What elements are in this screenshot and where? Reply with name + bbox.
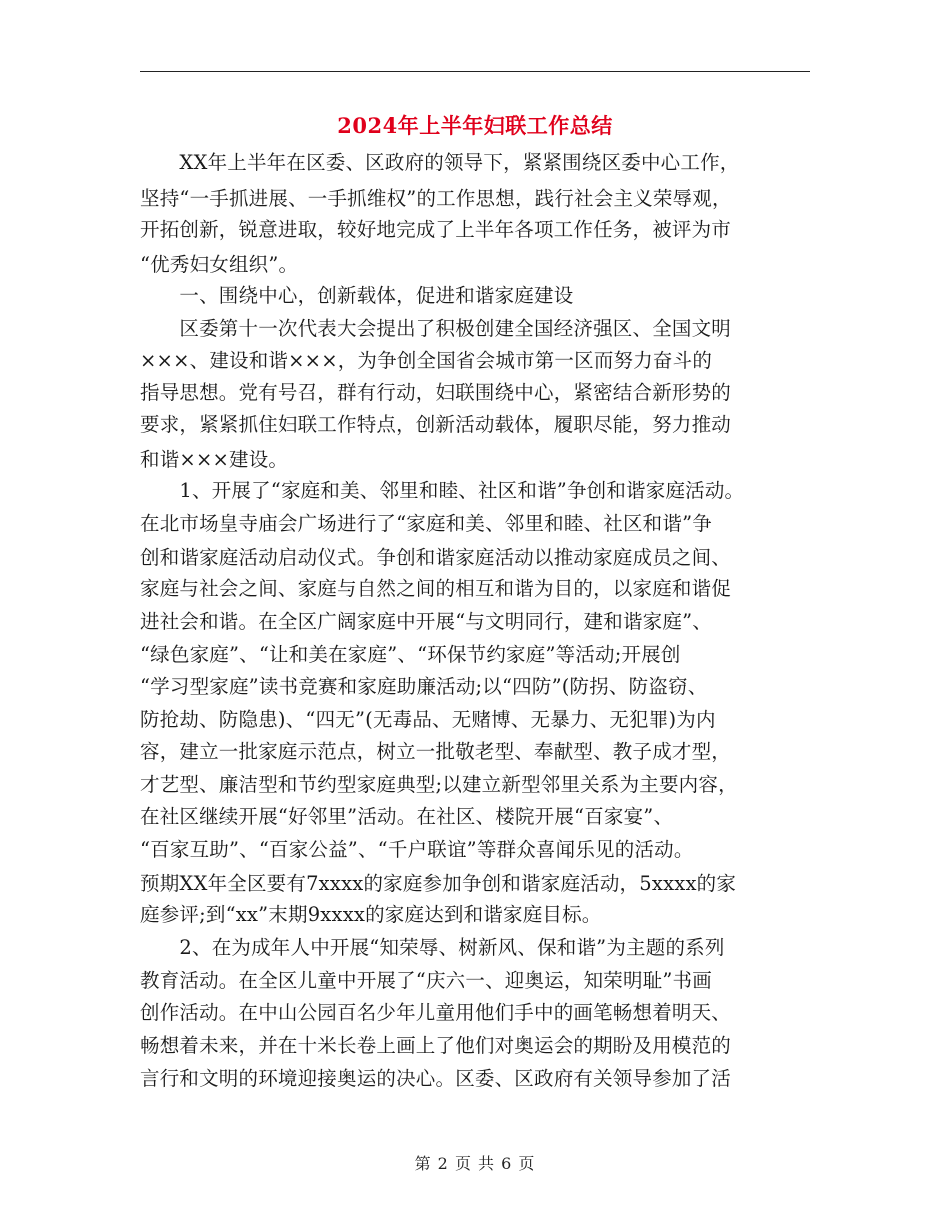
body-line: 防抢劫、防隐患)、“四无”(无毒品、无赌博、无暴力、无犯罪)为内 (140, 708, 716, 731)
body-line: “绿色家庭”、“让和美在家庭”、“环保节约家庭”等活动;开展创 (140, 643, 681, 666)
body-line: 预期XX年全区要有7xxxx的家庭参加争创和谐家庭活动，5xxxx的家 (140, 872, 737, 895)
body-line: 指导思想。党有号召，群有行动，妇联围绕中心，紧密结合新形势的 (140, 381, 732, 404)
page-number: 第 2 页 共 6 页 (414, 1154, 536, 1173)
body-line: 要求，紧紧抓住妇联工作特点，创新活动载体，履职尽能，努力推动 (140, 413, 732, 436)
body-line: XX年上半年在区委、区政府的领导下，紧紧围绕区委中心工作， (140, 151, 740, 174)
body-line: 言行和文明的环境迎接奥运的决心。区委、区政府有关领导参加了活 (140, 1067, 732, 1090)
body-line: 在北市场皇寺庙会广场进行了“家庭和美、邻里和睦、社区和谐”争 (140, 512, 712, 535)
body-line: 2、在为成年人中开展“知荣辱、树新风、保和谐”为主题的系列 (140, 936, 725, 959)
section-heading: 一、围绕中心，创新载体，促进和谐家庭建设 (140, 284, 574, 307)
body-line: 教育活动。在全区儿童中开展了“庆六一、迎奥运，知荣明耻”书画 (140, 969, 712, 992)
header-rule (140, 71, 810, 72)
body-line: 家庭与社会之间、家庭与自然之间的相互和谐为目的，以家庭和谐促 (140, 577, 732, 600)
body-line: 和谐×××建设。 (140, 448, 289, 471)
body-line: 创和谐家庭活动启动仪式。争创和谐家庭活动以推动家庭成员之间、 (140, 546, 732, 569)
body-line: 才艺型、廉洁型和节约型家庭典型;以建立新型邻里关系为主要内容， (140, 773, 738, 796)
body-line: 开拓创新，锐意进取，较好地完成了上半年各项工作任务，被评为市 (140, 218, 732, 241)
body-line: 1、开展了“家庭和美、邻里和睦、社区和谐”争创和谐家庭活动。 (140, 479, 745, 502)
body-line: 庭参评;到“xx”末期9xxxx的家庭达到和谐家庭目标。 (140, 903, 602, 926)
body-line: ×××、建设和谐×××，为争创全国省会城市第一区而努力奋斗的 (140, 349, 713, 372)
body-line: “学习型家庭”读书竞赛和家庭助廉活动;以“四防”(防拐、防盗窃、 (140, 675, 708, 698)
body-line: 畅想着未来，并在十米长卷上画上了他们对奥运会的期盼及用模范的 (140, 1034, 732, 1057)
body-line: “百家互助”、“百家公益”、“千户联谊”等群众喜闻乐见的活动。 (140, 838, 694, 861)
body-line: 容，建立一批家庭示范点，树立一批敬老型、奉献型、教子成才型， (140, 740, 732, 763)
body-line: “优秀妇女组织”。 (140, 253, 299, 276)
body-line: 区委第十一次代表大会提出了积极创建全国经济强区、全国文明 (140, 317, 732, 340)
body-line: 在社区继续开展“好邻里”活动。在社区、楼院开展“百家宴”、 (140, 805, 674, 828)
body-line: 坚持“一手抓进展、一手抓维权”的工作思想，践行社会主义荣辱观， (140, 187, 732, 210)
body-line: 进社会和谐。在全区广阔家庭中开展“与文明同行，建和谐家庭”、 (140, 610, 712, 633)
body-line: 创作活动。在中山公园百名少年儿童用他们手中的画笔畅想着明天、 (140, 1001, 732, 1024)
document-title: 2024年上半年妇联工作总结 (337, 113, 613, 138)
